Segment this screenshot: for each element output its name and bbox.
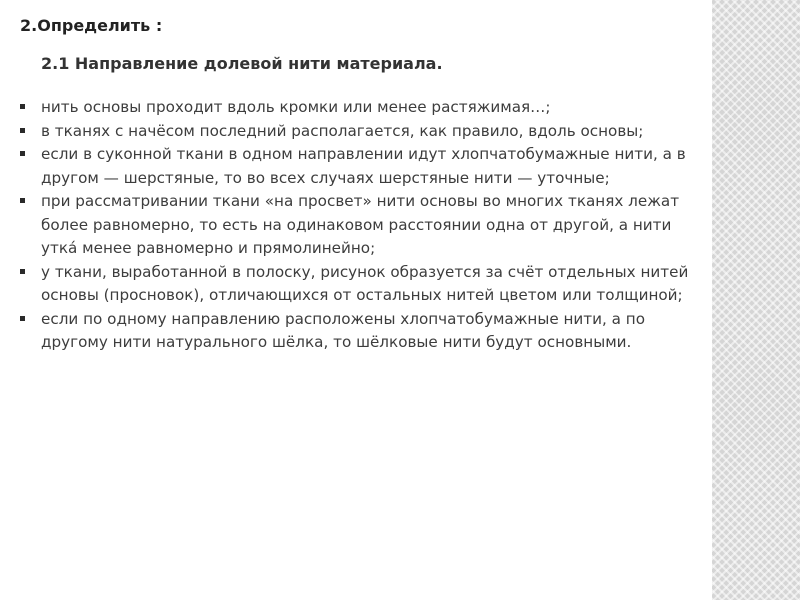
- bullet-item: [20, 190, 700, 261]
- bullet-square-icon: [20, 104, 25, 109]
- decorative-side-strip: [712, 0, 800, 600]
- slide-content: [20, 14, 700, 355]
- bullet-square-icon: [20, 269, 25, 274]
- bullet-square-icon: [20, 316, 25, 321]
- bullet-square-icon: [20, 128, 25, 133]
- slide-subheading: 2.1 Направление долевой нити материала.: [41, 54, 443, 73]
- bullet-text: если в суконной ткани в одном направлении идут хлопчатобумажные нити, а в другом — шерстяные, то во всех случаях шерстяные нити — уточные;: [41, 145, 686, 187]
- bullet-item: [20, 143, 700, 190]
- bullet-text: у ткани, выработанной в полоску, рисунок образуется за счёт отдельных нитей основы (просновок), отличающихся от остальных нитей цветом или толщиной;: [41, 262, 689, 304]
- bullet-item: [20, 261, 700, 308]
- bullet-item: [20, 96, 700, 120]
- bullet-text: при рассматривании ткани «на просвет» нити основы во многих тканях лежат более равномерно, то есть на одинаковом расстоянии одна от другой, а нити утка́ менее равномерно и прямолинейно;: [41, 192, 680, 257]
- bullet-item: [20, 308, 700, 355]
- bullet-square-icon: [20, 151, 25, 156]
- slide-heading: 2.Определить :: [20, 16, 163, 35]
- bullet-item: [20, 120, 700, 144]
- bullet-text: в тканях с начёсом последний располагается, как правило, вдоль основы;: [41, 121, 644, 140]
- bullet-text: если по одному направлению расположены хлопчатобумажные нити, а по другому нити натурального шёлка, то шёлковые нити будут основными.: [41, 309, 646, 351]
- bullet-square-icon: [20, 198, 25, 203]
- bullet-text: нить основы проходит вдоль кромки или менее растяжимая…;: [41, 98, 551, 116]
- bullet-list: [20, 96, 700, 355]
